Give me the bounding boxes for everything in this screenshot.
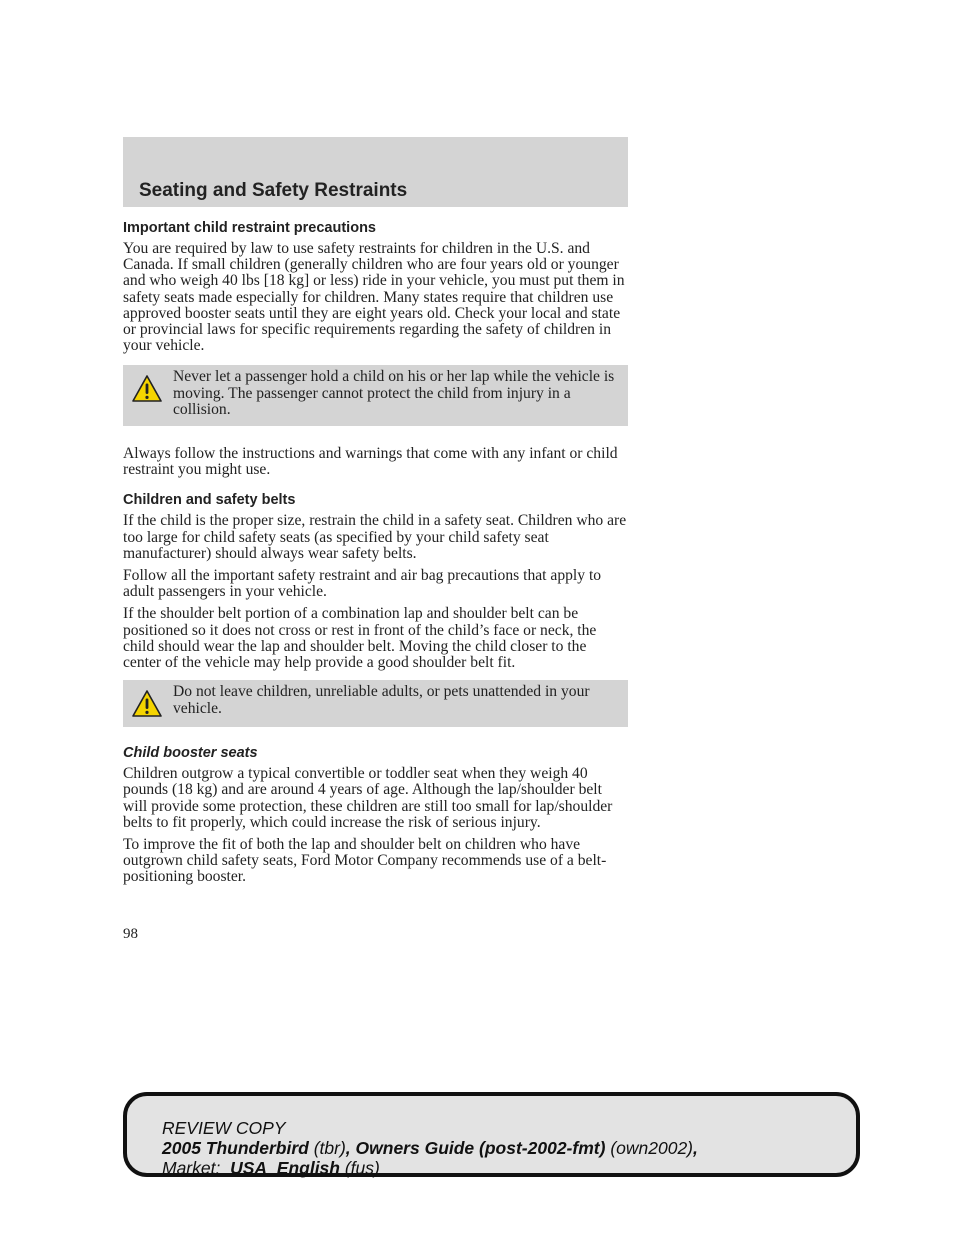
- footer-separator: ,: [345, 1138, 356, 1158]
- footer-guide: Owners Guide (post-2002-fmt): [355, 1138, 606, 1158]
- warning-box-unattended: [123, 680, 628, 727]
- section-title: Seating and Safety Restraints: [139, 180, 408, 201]
- footer-document-line: [162, 1138, 856, 1158]
- footer-market-code: (fus): [344, 1158, 380, 1178]
- warning-triangle-icon: [131, 689, 163, 719]
- paragraph-outgrow-seat: Children outgrow a typical convertible or toddler seat when they weigh 40 pounds (18 kg) and are around 4 years of age. Although the lap/shoulder belt will provide some protection, these children are still too small for lap/shoulder belts to fit properly, which could increase the risk of serious injury.: [123, 765, 613, 831]
- warning-text-lap: Never let a passenger hold a child on his or her lap while the vehicle is moving. The passenger cannot protect the child from injury in a collision.: [173, 368, 615, 419]
- footer-model-code: (tbr): [313, 1138, 346, 1158]
- page-content: [123, 220, 628, 892]
- paragraph-follow-instructions: Always follow the instructions and warnings that come with any infant or child restraint you might use.: [123, 444, 618, 479]
- footer-model: 2005 Thunderbird: [162, 1138, 309, 1158]
- footer-market-line: [162, 1158, 856, 1178]
- heading-child-restraint-precautions: Important child restraint precautions: [123, 220, 376, 236]
- page-number: 98: [123, 926, 138, 942]
- section-header-band: [123, 137, 628, 207]
- paragraph-proper-size: If the child is the proper size, restrain the child in a safety seat. Children who are too large for child safety seats (as specified by your child safety seat manufacturer) should always wear safety belts.: [123, 512, 627, 562]
- heading-child-booster-seats: Child booster seats: [123, 745, 258, 762]
- review-copy-footer: [123, 1092, 860, 1177]
- paragraph-law-requirement: You are required by law to use safety restraints for children in the U.S. and Canada. If small children (generally children who are four years old or younger and who weigh 40 lbs [18 kg] or less) ride in your vehicle, you must put them in safety seats made especially for children. Many states require that children use approved booster seats until they are eight years old. Check your local and state or provincial laws for specific requirements regarding the safety of children in your vehicle.: [123, 240, 625, 355]
- footer-review-label: REVIEW COPY: [162, 1118, 286, 1138]
- warning-box-lap: [123, 365, 628, 426]
- heading-children-safety-belts: Children and safety belts: [123, 492, 296, 509]
- paragraph-adult-precautions: Follow all the important safety restraint and air bag precautions that apply to adult passengers in your vehicle.: [123, 566, 602, 601]
- footer-guide-code: (own2002): [610, 1138, 694, 1158]
- warning-triangle-icon: [131, 374, 163, 404]
- footer-market-label: Market:: [162, 1158, 221, 1178]
- paragraph-belt-positioning-booster: To improve the fit of both the lap and shoulder belt on children who have outgrown child safety seats, Ford Motor Company recommends use of a belt-positioning booster.: [123, 835, 607, 886]
- footer-separator-2: ,: [693, 1138, 698, 1158]
- paragraph-shoulder-belt: If the shoulder belt portion of a combination lap and shoulder belt can be positioned so it does not cross or rest in front of the child’s face or neck, the child should wear the lap and shoulder belt. Moving the child closer to the center of the vehicle may help provide a good shoulder belt fit.: [123, 605, 597, 671]
- warning-text-unattended: Do not leave children, unreliable adults, or pets unattended in your vehicle.: [173, 683, 590, 717]
- footer-market: USA_English: [230, 1158, 340, 1178]
